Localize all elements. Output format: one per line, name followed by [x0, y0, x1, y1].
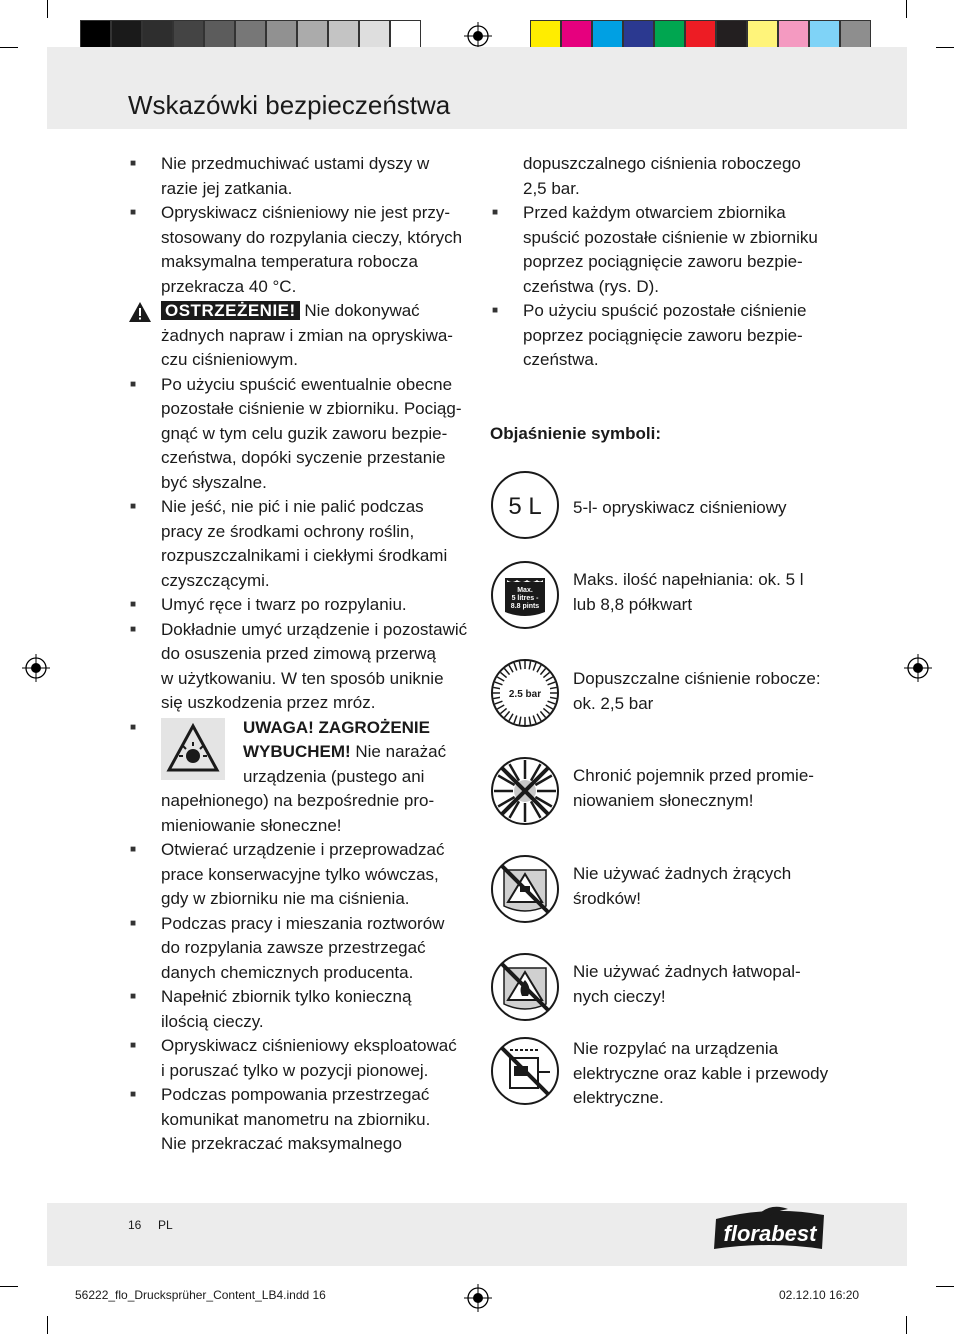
bullet-icon: ■ — [130, 1089, 137, 1100]
item-line: w użytkowaniu. W ten sposób uniknie — [161, 668, 444, 688]
calibration-swatch — [173, 20, 204, 50]
item-line: Nie przekraczać maksymalnego — [161, 1134, 402, 1153]
item-line: przekracza 40 °C. — [161, 276, 297, 296]
max-fill-icon — [490, 560, 560, 630]
bullet-icon: ■ — [130, 991, 137, 1002]
item-line: Umyć ręce i twarz po rozpylaniu. — [161, 595, 407, 614]
item-line: dopuszczalnego ciśnienia roboczego — [523, 154, 801, 173]
explosion-rest — [161, 789, 473, 838]
item-line: Podczas pracy i mieszania roztworów — [161, 913, 445, 933]
item-line: Podczas pompowania przestrzegać — [161, 1085, 430, 1104]
svg-text:2.5 bar: 2.5 bar — [508, 689, 542, 700]
item-line: Nie jeść, nie pić i nie palić podczas — [161, 497, 424, 516]
bullet-icon: ■ — [130, 599, 137, 610]
item-line: Opryskiwacz ciśnieniowy nie jest przy- — [161, 203, 451, 222]
calibration-swatch — [654, 20, 685, 50]
item-line: do osuszenia przed zimową przerwą — [161, 644, 436, 663]
slug-filename: 56222_flo_Drucksprüher_Content_LB4.indd 16 — [75, 1288, 326, 1302]
calibration-swatch — [359, 20, 390, 50]
item-line: poprzez pociągnięcie zaworu bezpie- — [523, 252, 803, 271]
list-item — [128, 373, 473, 496]
bullet-icon: ■ — [130, 721, 137, 733]
item-line: Dokładnie umyć urządzenie i pozostawić — [161, 619, 468, 639]
item-line: być słyszalne. — [161, 472, 267, 492]
explosion-bold: WYBUCHEM! — [243, 742, 351, 761]
calibration-swatch — [747, 20, 778, 50]
calibration-swatch — [561, 20, 592, 50]
page-number: 16 — [128, 1218, 142, 1232]
item-line: Przed każdym otwarciem zbiornika — [523, 203, 786, 222]
item-line: ok. 2,5 bar — [573, 693, 654, 713]
item-line: urządzenia (pustego ani — [243, 766, 425, 786]
calibration-swatch — [716, 20, 747, 50]
item-line: elektryczne. — [573, 1088, 664, 1107]
list-item — [128, 838, 473, 912]
calibration-swatch — [328, 20, 359, 50]
svg-text:8.8 pints: 8.8 pints — [510, 603, 540, 610]
item-line: nych cieczy! — [573, 986, 666, 1006]
no-sun-icon — [490, 756, 560, 826]
no-electric-icon — [490, 1036, 560, 1106]
left-column — [128, 152, 473, 1157]
item-line: Nie narażać — [350, 742, 447, 761]
calibration-swatch — [685, 20, 716, 50]
no-corrosive-icon — [490, 854, 560, 924]
item-line: Chronić pojemnik przed promie- — [573, 766, 814, 785]
item-line: Maks. ilość napełniania: ok. 5 l — [573, 570, 804, 589]
item-line: ilością cieczy. — [161, 1011, 264, 1031]
calibration-swatch — [809, 20, 840, 50]
pressure-icon — [490, 658, 560, 728]
language-code: PL — [158, 1218, 173, 1232]
bullet-icon: ■ — [492, 207, 499, 218]
symbol-description — [573, 1037, 833, 1111]
item-line: Nie rozpylać na urządzenia — [573, 1039, 779, 1058]
item-line: Opryskiwacz ciśnieniowy eksploatować — [161, 1036, 457, 1055]
explosion-bold: UWAGA! ZAGROŻENIE — [243, 717, 430, 737]
item-line: komunikat manometru na zbiorniku. — [161, 1109, 431, 1129]
calibration-swatch — [297, 20, 328, 50]
calibration-swatch — [204, 20, 235, 50]
item-line: Dopuszczalne ciśnienie robocze: — [573, 669, 821, 688]
item-line: czeństwa, dopóki syczenie przestanie — [161, 448, 446, 467]
svg-text:florabest: florabest — [723, 1221, 817, 1246]
right-column — [490, 152, 835, 373]
crop-mark — [0, 47, 18, 48]
item-line: poprzez pociągnięcie zaworu bezpie- — [523, 325, 803, 345]
calibration-swatch — [840, 20, 871, 50]
list-item — [128, 985, 473, 1034]
bullet-icon: ■ — [130, 1040, 137, 1051]
list-item — [128, 912, 473, 986]
item-line: żadnych napraw i zmian na opryskiwa- — [161, 325, 453, 345]
bullet-icon: ■ — [130, 501, 137, 512]
item-line: Otwierać urządzenie i przeprowadzać — [161, 840, 445, 859]
bullet-icon: ■ — [130, 207, 137, 218]
symbol-description — [573, 496, 833, 521]
item-line: 5-l- opryskiwacz ciśnieniowy — [573, 498, 787, 517]
warning-triangle-icon — [128, 301, 152, 323]
list-item — [128, 201, 473, 299]
bullet-icon: ■ — [130, 844, 137, 855]
crop-mark — [906, 1316, 907, 1334]
item-line: Nie używać żadnych żrących — [573, 864, 792, 883]
item-line: pracy ze środkami ochrony roślin, — [161, 521, 415, 541]
item-line: pozostałe ciśnienie w zbiorniku. Pociąg- — [161, 399, 462, 418]
list-item — [128, 618, 473, 716]
calibration-swatch — [111, 20, 142, 50]
calibration-swatch — [266, 20, 297, 50]
item-line: stosowany do rozpylania cieczy, których — [161, 227, 463, 247]
item-line: i poruszać tylko w pozycji pionowej. — [161, 1060, 429, 1080]
crop-mark — [47, 0, 48, 18]
registration-mark-icon — [904, 654, 932, 682]
registration-mark-icon — [22, 654, 50, 682]
symbol-description — [573, 960, 833, 1009]
item-line: 2,5 bar. — [523, 178, 580, 198]
item-line: czeństwa. — [523, 350, 599, 369]
list-item — [128, 152, 473, 201]
list-item — [128, 593, 473, 618]
list-item — [128, 299, 473, 373]
bullet-icon: ■ — [492, 305, 499, 316]
item-line: danych chemicznych producenta. — [161, 962, 414, 982]
list-item — [490, 201, 835, 299]
warning-label: OSTRZEŻENIE! — [161, 301, 300, 320]
bullet-icon: ■ — [130, 158, 137, 169]
item-line: razie jej zatkania. — [161, 178, 293, 198]
symbol-description — [573, 568, 833, 617]
item-line: czeństwa (rys. D). — [523, 276, 660, 296]
crop-mark — [906, 0, 907, 18]
symbols-heading: Objaśnienie symboli: — [490, 424, 661, 443]
svg-text:Max.: Max. — [517, 587, 533, 594]
item-line: środków! — [573, 888, 642, 908]
item-line: spuścić pozostałe ciśnienie w zbiorniku — [523, 227, 818, 247]
explosion-warning-icon — [161, 718, 225, 780]
item-line: niowaniem słonecznym! — [573, 790, 754, 810]
crop-mark — [0, 1286, 18, 1287]
calibration-swatch — [80, 20, 111, 50]
calibration-swatch — [142, 20, 173, 50]
item-line: gnąć w tym celu guzik zaworu bezpie- — [161, 423, 448, 443]
continuation-text — [490, 152, 835, 201]
item-line: lub 8,8 półkwart — [573, 594, 693, 614]
calibration-swatch — [530, 20, 561, 50]
item-line: maksymalna temperatura robocza — [161, 252, 419, 271]
no-flammable-icon — [490, 952, 560, 1022]
bullet-icon: ■ — [130, 623, 137, 635]
calibration-swatch — [623, 20, 654, 50]
item-line: prace konserwacyjne tylko wówczas, — [161, 864, 439, 884]
registration-mark-icon — [464, 1284, 492, 1312]
item-line: napełnionego) na bezpośrednie pro- — [161, 791, 435, 810]
calibration-swatch — [592, 20, 623, 50]
list-item — [128, 495, 473, 593]
crop-mark — [47, 1316, 48, 1334]
item-line: do rozpylania zawsze przestrzegać — [161, 938, 426, 957]
item-line: czyszczącymi. — [161, 570, 270, 590]
item-line: elektryczne oraz kable i przewody — [573, 1063, 829, 1083]
item-line: się uszkodzenia przez mróz. — [161, 693, 376, 712]
list-item — [490, 299, 835, 373]
item-line: Po użyciu spuścić ewentualnie obecne — [161, 374, 453, 394]
crop-mark — [936, 47, 954, 48]
5l-icon — [490, 470, 560, 540]
item-line: Nie używać żadnych łatwopal- — [573, 962, 801, 981]
list-item — [128, 716, 473, 839]
svg-text:5 litres -: 5 litres - — [511, 595, 539, 602]
symbol-description — [573, 862, 833, 911]
item-line: mieniowanie słoneczne! — [161, 815, 342, 835]
item-line: Po użyciu spuścić pozostałe ciśnienie — [523, 301, 807, 320]
symbol-description — [573, 667, 833, 716]
calibration-swatch — [778, 20, 809, 50]
symbol-description — [573, 764, 833, 813]
florabest-logo — [710, 1205, 830, 1253]
page-title: Wskazówki bezpieczeństwa — [128, 90, 451, 120]
calibration-swatch — [390, 20, 421, 50]
item-line: Nie dokonywać — [299, 301, 420, 320]
slug-date: 02.12.10 16:20 — [779, 1288, 860, 1302]
svg-text:5 L: 5 L — [508, 493, 542, 520]
item-line: Napełnić zbiornik tylko konieczną — [161, 987, 412, 1006]
list-item — [128, 1034, 473, 1083]
calibration-swatch — [235, 20, 266, 50]
bullet-icon: ■ — [130, 378, 137, 390]
list-item — [128, 1083, 473, 1157]
registration-mark-icon — [464, 22, 492, 50]
crop-mark — [936, 1286, 954, 1287]
item-line: rozpuszczalnikami i ciekłymi środkami — [161, 546, 448, 565]
item-line: gdy w zbiorniku nie ma ciśnienia. — [161, 889, 410, 908]
item-line: czu ciśnieniowym. — [161, 350, 298, 369]
bullet-icon: ■ — [130, 917, 137, 929]
item-line: Nie przedmuchiwać ustami dyszy w — [161, 154, 430, 173]
